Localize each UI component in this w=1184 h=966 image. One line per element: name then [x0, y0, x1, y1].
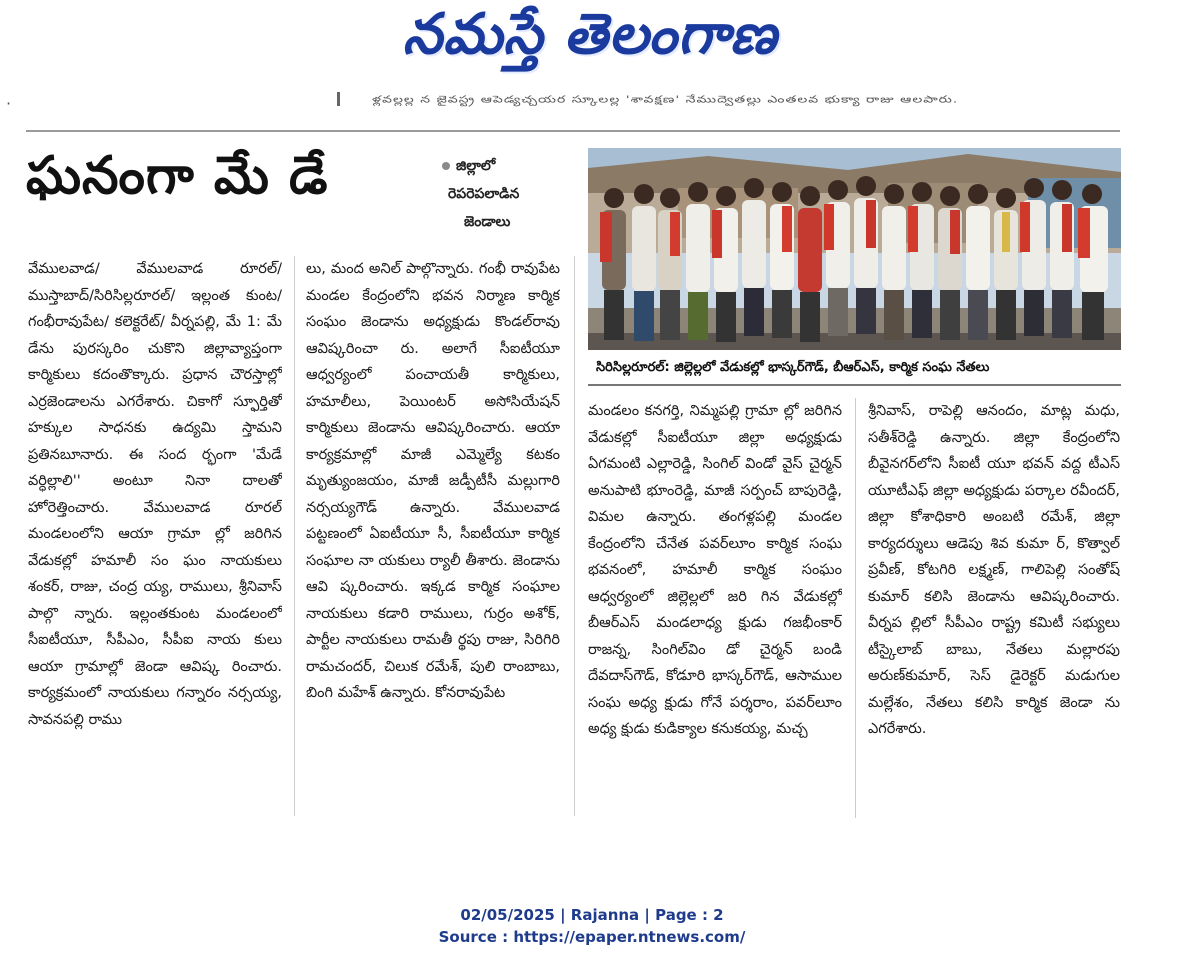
article-column-1: [28, 256, 282, 816]
previous-article-strip: [0, 92, 1184, 116]
article-column-2: [306, 256, 560, 816]
strip-marker: ·: [6, 94, 12, 113]
column-text: మండలం కనగర్తి, నిమ్మపల్లి గ్రామా ల్లో జరిగిన వేడుకల్లో సీఐటీయూ జిల్లా అధ్యక్షుడు ఏగమంటి ఎల్లారెడ్డి, సింగిల్ విండో వైస్ చైర్మన్ అనుపాటి భూంరెడ్డి, మాజీ సర్పంచ్ బాపురెడ్డి, విమల ఉన్నారు. తంగళ్లపల్లి మండల కేంద్రంలోని చేనేత పవర్‌లూం కార్మిక సంఘ భవనంలో, హమాలీ కార్మిక సంఘం ఆధ్వర్యంలో జిల్లెల్లలో జరి గిన వేడుకల్లో బీఆర్‌ఎస్ మండలాధ్య క్షుడు గజభీంకార్ రాజన్న, సింగిల్‌విం డో చైర్మన్ బండి దేవదాస్‌గౌడ్, కోడూరి భాస్కర్‌గౌడ్, ఆసాముల సంఘ అధ్య క్షుడు గోనే పర్శరాం, పవర్‌లూం అధ్య క్షుడు కుడిక్యాల కనుకయ్య, మచ్చ: [588, 403, 842, 737]
subhead-line: జెండాలు: [464, 214, 511, 230]
article-subhead: [442, 152, 582, 236]
bullet-icon: [442, 162, 450, 170]
subhead-line: జిల్లాలో: [442, 152, 582, 180]
section-divider: [26, 130, 1120, 132]
article-column-3: [588, 398, 842, 818]
group-photo-illustration: [588, 148, 1121, 350]
column-divider: [294, 256, 295, 816]
masthead-title: నమస్తే తెలంగాణ: [402, 1, 778, 67]
strip-divider: [337, 92, 340, 106]
column-text: వేములవాడ/ వేములవాడ రూరల్/ ముస్తాబాద్/సిరిసిల్లరూరల్/ ఇల్లంత కుంట/ గంభీరావుపేట/ కలెక్టరేట్/ వీర్నపల్లి, మే 1: మే డేను పురస్కరిం చుకొని జిల్లావ్యాప్తంగా కార్మికులు కదంతొక్కారు. ప్రధాన చౌరస్తాల్లో ఎర్రజెండాలను ఎగరేశారు. చికాగో స్ఫూర్తితో హక్కుల సాధనకు ఉద్యమి స్తామని ప్రతినబూనారు. ఈ సంద ర్భంగా 'మేడే వర్ధిల్లాలి'' అంటూ నినా దాలతో హోరెత్తించారు. వేములవాడ రూరల్ మండలంలోని ఆయా గ్రామా ల్లో జరిగిన వేడుకల్లో హమాలీ సం ఘం నాయకులు శంకర్, రాజు, చంద్ర య్య, రాములు, శ్రీనివాస్ పాల్గొ న్నారు. ఇల్లంతకుంట మండలంలో సీఐటీయూ, సీపీఎం, సీపీఐ నాయ కులు ఆయా గ్రామాల్లో జెండా ఆవిష్క రించారు. కార్యక్రమంలో నాయకులు గన్నారం నర్సయ్య, సావనపల్లి రాము: [28, 261, 282, 728]
subhead-line: రెపరెపలాడిన: [448, 186, 520, 202]
footer-date-edition: 02/05/2025 | Rajanna | Page : 2: [460, 906, 724, 924]
column-divider: [574, 256, 575, 816]
column-text: లు, మంద అనిల్ పాల్గొన్నారు. గంభీ రావుపేట మండల కేంద్రంలోని భవన నిర్మాణ కార్మిక సంఘం జెండాను అధ్యక్షుడు కొండల్‌రావు ఆవిష్కరించా రు. అలాగే సీఐటీయూ ఆధ్వర్యంలో పంచాయతీ కార్మికులు, హమాలీలు, పెయింటర్ అసోసియేషన్ కార్మికులు జెండాను ఆవిష్కరించారు. ఆయా కార్యక్రమాల్లో మాజీ ఎమ్మెల్యే కటకం మృత్యుంజయం, మాజీ జడ్పీటీసీ మల్లుగారి నర్సయ్యగౌడ్ ఉన్నారు. వేములవాడ పట్టణంలో ఏఐటీయూ సీ, సీఐటీయూ కార్మిక సంఘాల నా యకులు ర్యాలీ తీశారు. జెండాను ఆవి ష్కరించారు. ఇక్కడ కార్మిక సంఘాల నాయకులు కడారి రాములు, గుర్రం అశోక్, పార్టీల నాయకులు రామతీ ర్థపు రాజు, సిరిగిరి రామచందర్, చిలుక రమేశ్, పులి రాంబాబు, బింగి మహేశ్ ఉన్నారు. కోనరావుపేట: [306, 261, 560, 701]
column-text: శ్రీనివాస్, రాపెల్లి ఆనందం, మాట్ల మధు, సతీశ్‌రెడ్డి ఉన్నారు. జిల్లా కేంద్రంలోని బీవైనగర్‌లోని సీఐటీ యూ భవన్ వద్ద టీఎస్ యూటీఎఫ్ జిల్లా అధ్యక్షుడు పర్కాల రవీందర్, జిల్లా కోశాధికారి అంబటి రమేశ్, జిల్లా కార్యదర్శులు ఆడెపు శివ కుమా ర్, కొత్వాల్ ప్రవీణ్, కోటగిరి లక్ష్మణ్, గాలిపెల్లి సంతోష్ కుమార్ కలిసి జెండాను ఆవిష్కరించారు. వీర్నప ల్లిలో సీపీఎం రాష్ట్ర కమిటీ సభ్యులు టీస్కైలాబ్ బాబు, నేతలు మల్లారపు అరుణ్‌కుమార్, సెస్ డైరెక్టర్ మడుగుల మల్లేశం, నేతలు కలిసి కార్మిక జెండా ను ఎగరేశారు.: [868, 403, 1120, 737]
article-column-4: [868, 398, 1120, 818]
photo-caption-box: [588, 352, 1121, 386]
footer-source[interactable]: Source : https://epaper.ntnews.com/: [438, 928, 746, 946]
strip-text: ళ్లవల్లల్ల న జైవస్ట్ర ఆపెడ్యచ్చయర స్కూలల్ల 'శావక్షణ' నేముద్వెతల్లు ఎంతలవ భుక్యా రాజు ఆలపారు.: [372, 94, 959, 106]
article-headline: ఘనంగా మే డే: [26, 146, 329, 206]
news-photo: [588, 148, 1121, 350]
column-divider: [855, 398, 856, 818]
photo-caption: సిరిసిల్లరూరల్: జిల్లెల్లలో వేడుకల్లో భాస్కర్‌గౌడ్, బీఆర్‌ఎస్, కార్మిక సంఘ నేతలు: [596, 360, 990, 375]
newspaper-masthead: [380, 1, 800, 76]
